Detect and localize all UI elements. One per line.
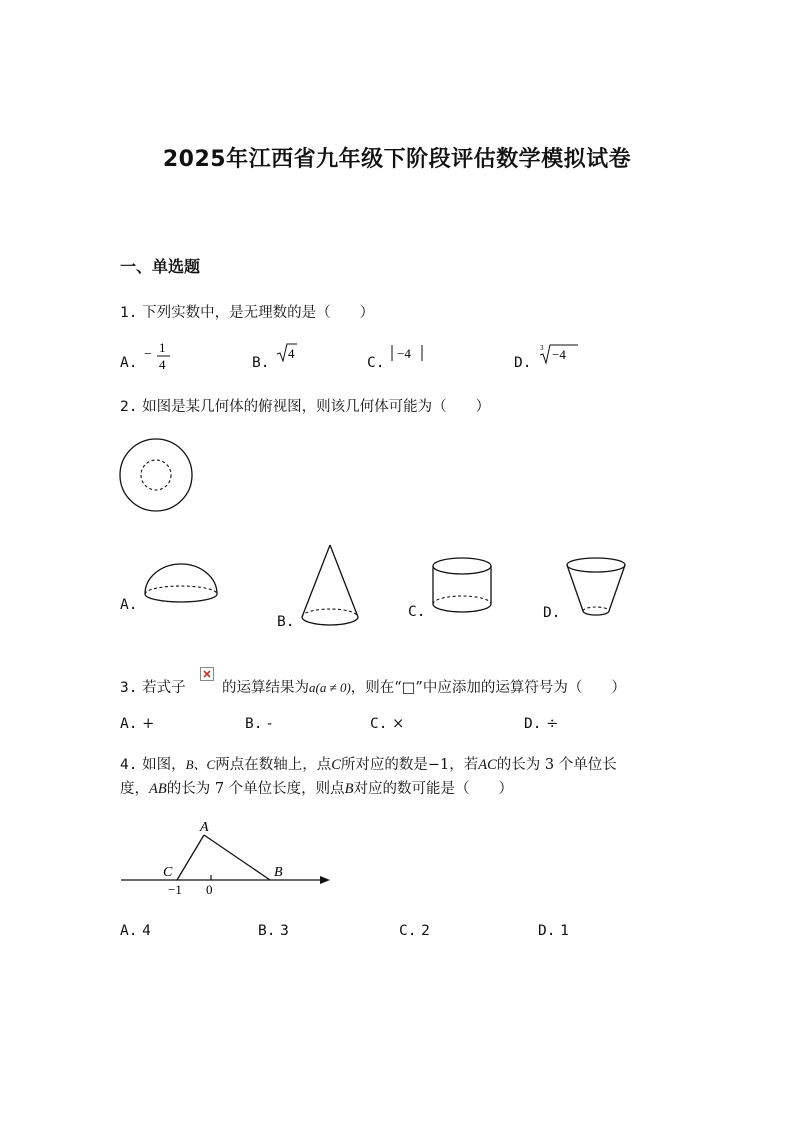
q1-option-b[interactable] — [252, 355, 269, 371]
page-title: 2025年江西省九年级下阶段评估数学模拟试卷 — [162, 147, 632, 172]
svg-text:4: 4 — [159, 357, 166, 372]
svg-text:−: − — [144, 347, 152, 362]
hemisphere-figure — [142, 560, 220, 612]
option-label: A. — [120, 355, 138, 371]
question-text-pre: 若式子 — [142, 680, 186, 696]
option-value: 2 — [421, 923, 430, 939]
q2-option-a[interactable] — [120, 597, 137, 613]
question-text-post: ，则在“□”中应添加的运算符号为（ ） — [350, 680, 626, 696]
svg-text:−4: −4 — [397, 346, 411, 361]
option-label: B. — [258, 923, 276, 939]
question-3-rest — [222, 676, 626, 697]
math-points: B、C — [185, 757, 216, 772]
text: 的长为 7 个单位长度，则点 — [166, 781, 345, 797]
label-b: B — [274, 865, 283, 880]
broken-image-icon — [200, 667, 214, 681]
q3-option-a[interactable] — [120, 716, 154, 732]
question-text-mid: 的运算结果为 — [222, 680, 309, 696]
inner-dashed-circle — [141, 460, 171, 490]
svg-text:4: 4 — [288, 346, 295, 361]
q1-option-a-expr — [144, 340, 174, 372]
q3-option-c[interactable] — [370, 716, 404, 732]
option-label: B. — [252, 355, 270, 371]
q1-option-c[interactable] — [367, 355, 384, 371]
q1-option-d-expr — [538, 342, 580, 366]
text: 度， — [120, 781, 149, 797]
option-label: C. — [408, 604, 426, 620]
option-label: D. — [543, 605, 561, 621]
svg-text:−4: −4 — [552, 347, 566, 362]
outer-circle — [120, 439, 192, 511]
option-label: C. — [399, 923, 417, 939]
segment-ab — [204, 835, 270, 880]
text: 所对应的数是 — [340, 757, 428, 773]
math-segment: AC — [478, 757, 497, 773]
axis-arrow — [320, 876, 330, 884]
text: ，若 — [449, 757, 479, 773]
q4-option-a[interactable] — [120, 923, 151, 939]
question-number: 2. — [120, 399, 138, 415]
cone-figure — [298, 542, 362, 630]
q1-option-a[interactable] — [120, 355, 137, 371]
q1-option-d[interactable] — [514, 355, 531, 371]
option-label: D. — [524, 716, 542, 732]
top-view-figure — [118, 437, 196, 515]
option-label: B. — [277, 614, 295, 630]
q2-option-b[interactable] — [277, 614, 294, 630]
text: 的长为 3 个单位长 — [496, 757, 617, 773]
section-heading: 一、单选题 — [120, 257, 201, 276]
question-text: 如图是某几何体的俯视图，则该几何体可能为（ ） — [142, 399, 491, 415]
option-label: A. — [120, 923, 138, 939]
label-zero: 0 — [206, 882, 213, 897]
q2-option-c[interactable] — [408, 604, 425, 620]
frustum-figure — [563, 554, 629, 620]
q1-option-b-expr — [276, 342, 298, 364]
question-text: 下列实数中，是无理数的是（ ） — [142, 305, 375, 321]
label-minus-one: −1 — [168, 882, 182, 897]
math-number: −1 — [427, 757, 450, 773]
option-label: D. — [514, 355, 532, 371]
option-label: C. — [367, 355, 385, 371]
text: 对应的数可能是（ ） — [353, 781, 514, 797]
option-value: × — [392, 716, 405, 732]
svg-text:1: 1 — [159, 340, 166, 355]
label-c: C — [163, 865, 173, 880]
question-2 — [120, 395, 490, 416]
question-number: 1. — [120, 305, 138, 321]
math-expression: a(a ≠ 0) — [309, 680, 351, 695]
math-segment: AB — [149, 781, 167, 797]
q1-option-c-expr — [390, 342, 426, 364]
question-number: 4. — [120, 757, 138, 773]
number-line-figure — [118, 815, 334, 897]
option-label: A. — [120, 716, 138, 732]
option-label: D. — [538, 923, 556, 939]
q4-option-b[interactable] — [258, 923, 289, 939]
label-a: A — [200, 820, 209, 835]
option-value: + — [142, 716, 155, 732]
question-1 — [120, 301, 374, 322]
option-value: 4 — [142, 923, 151, 939]
option-value: - — [267, 716, 272, 732]
question-number: 3. — [120, 680, 138, 696]
option-label: C. — [370, 716, 388, 732]
text: 如图， — [142, 757, 186, 773]
q3-option-d[interactable] — [524, 716, 558, 732]
question-3 — [120, 676, 186, 697]
question-4-line-2 — [120, 777, 513, 798]
option-label: A. — [120, 597, 138, 613]
question-4-line-1 — [120, 753, 617, 774]
q4-option-d[interactable] — [538, 923, 569, 939]
option-value: ÷ — [546, 716, 559, 732]
q3-option-b[interactable] — [245, 716, 272, 732]
segment-ca — [177, 835, 204, 880]
option-value: 1 — [560, 923, 569, 939]
math-point: B — [344, 781, 354, 797]
text: 两点在数轴上，点 — [215, 757, 332, 773]
q4-option-c[interactable] — [399, 923, 430, 939]
option-value: 3 — [280, 923, 289, 939]
svg-text:3: 3 — [540, 344, 544, 352]
q2-option-d[interactable] — [543, 605, 560, 621]
math-point: C — [331, 757, 341, 773]
cylinder-figure — [428, 554, 496, 620]
option-label: B. — [245, 716, 263, 732]
